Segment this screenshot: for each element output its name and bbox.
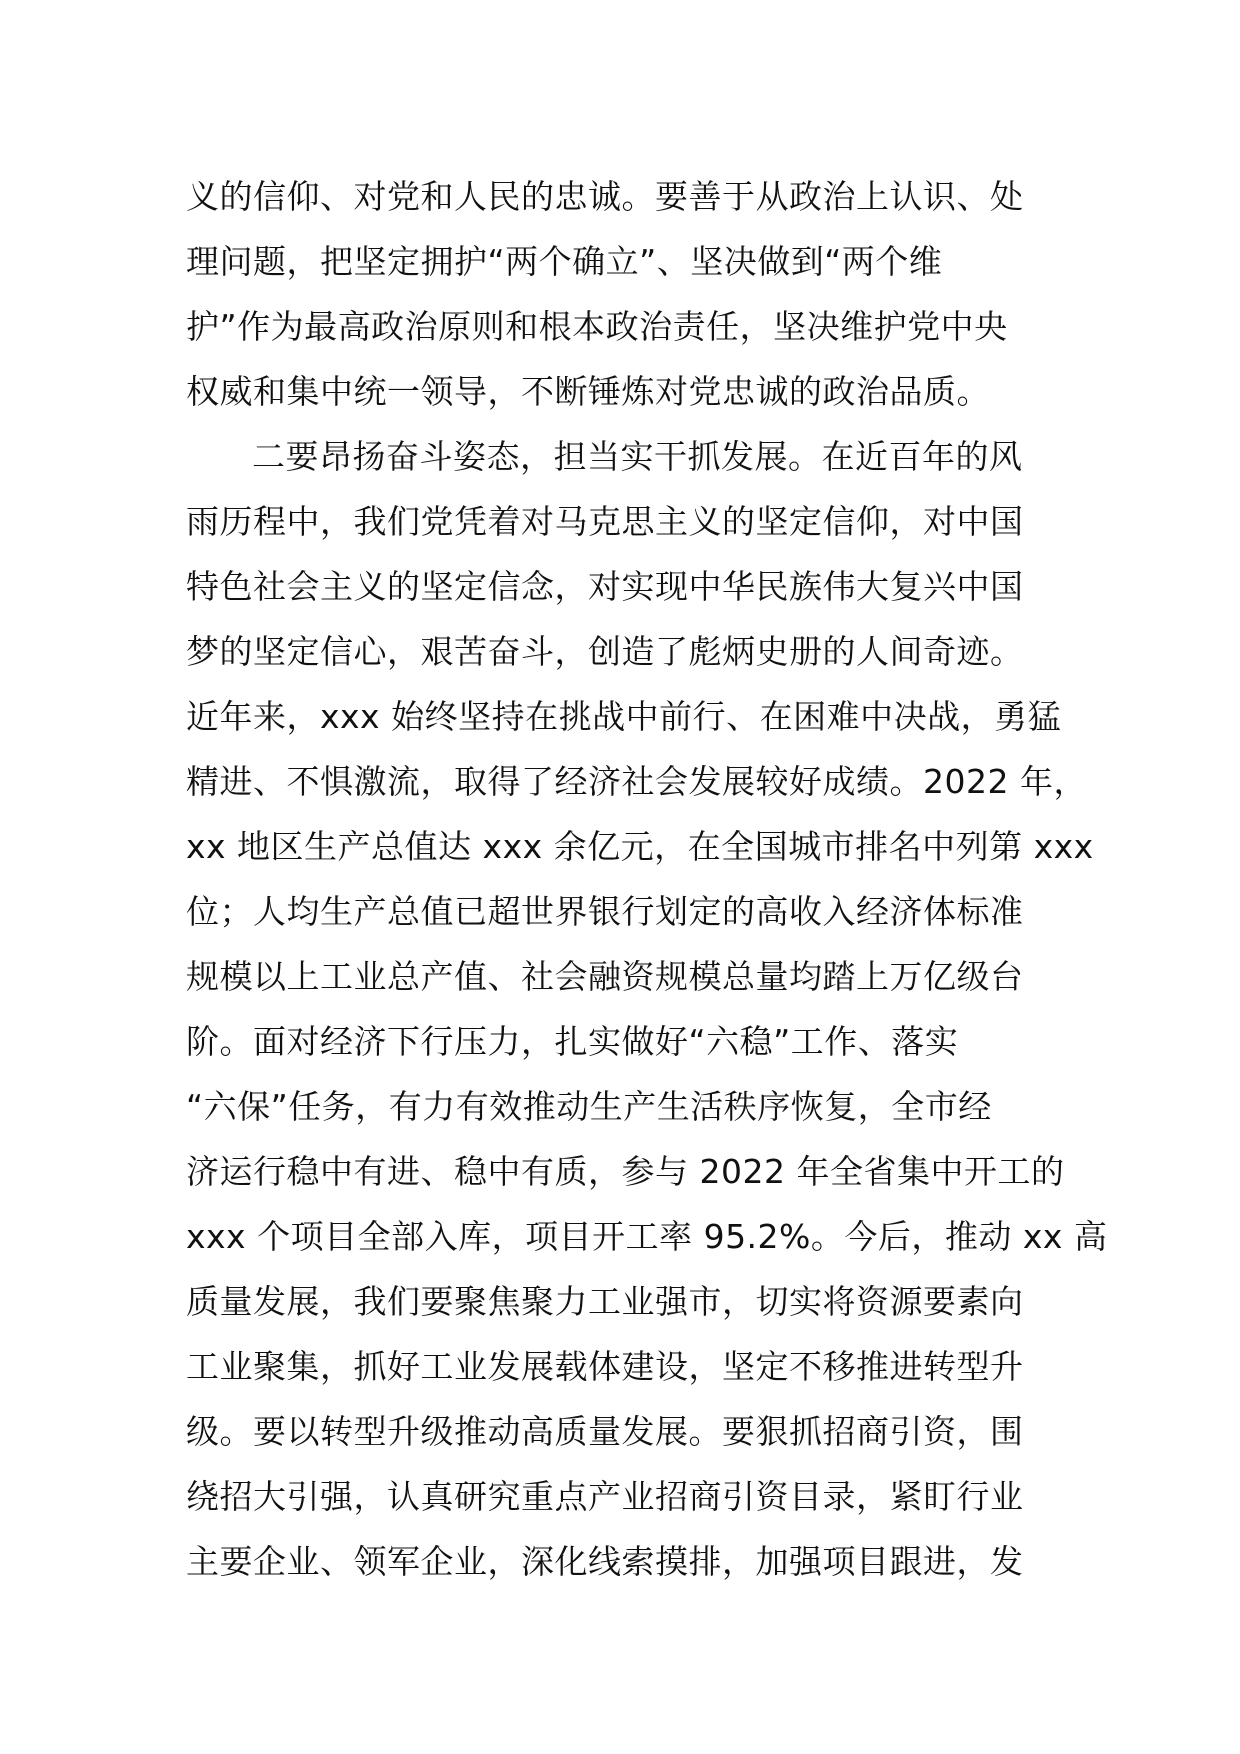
text-line: 质量发展，我们要聚焦聚力工业强市，切实将资源要素向 (186, 1282, 1024, 1321)
text-line: 护”作为最高政治原则和根本政治责任，坚决维护党中央 (186, 307, 1008, 346)
text-line: 位；人均生产总值已超世界银行划定的高收入经济体标准 (186, 892, 1024, 931)
text-line: 工业聚集，抓好工业发展载体建设，坚定不移推进转型升 (186, 1347, 1024, 1386)
text-line: 义的信仰、对党和人民的忠诚。要善于从政治上认识、处 (186, 177, 1024, 216)
document-body (186, 164, 1108, 1594)
text-line: xxx 个项目全部入库，项目开工率 95.2%。今后，推动 xx 高 (186, 1217, 1108, 1256)
text-line: 阶。面对经济下行压力，扎实做好“六稳”工作、落实 (186, 1022, 959, 1061)
paragraph-1 (186, 164, 1066, 424)
text-line: 理问题，把坚定拥护“两个确立”、坚决做到“两个维 (186, 242, 943, 281)
text-line: 主要企业、领军企业，深化线索摸排，加强项目跟进，发 (186, 1542, 1024, 1581)
text-line: 近年来，xxx 始终坚持在挑战中前行、在困难中决战，勇猛 (186, 697, 1062, 736)
text-line: 规模以上工业总产值、社会融资规模总量均踏上万亿级台 (186, 957, 1024, 996)
text-line: 权威和集中统一领导，不断锤炼对党忠诚的政治品质。 (186, 372, 990, 411)
text-line: 绕招大引强，认真研究重点产业招商引资目录，紧盯行业 (186, 1477, 1024, 1516)
text-line: xx 地区生产总值达 xxx 余亿元，在全国城市排名中列第 xxx (186, 827, 1094, 866)
text-line: 济运行稳中有进、稳中有质，参与 2022 年全省集中开工的 (186, 1152, 1065, 1191)
text-line: 级。要以转型升级推动高质量发展。要狠抓招商引资，围 (186, 1412, 1024, 1451)
text-line: 特色社会主义的坚定信念，对实现中华民族伟大复兴中国 (186, 567, 1024, 606)
text-line: 雨历程中，我们党凭着对马克思主义的坚定信仰，对中国 (186, 502, 1024, 541)
paragraph-2 (186, 424, 1108, 1594)
text-line: 梦的坚定信心，艰苦奋斗，创造了彪炳史册的人间奇迹。 (186, 632, 1024, 671)
text-line: 二要昂扬奋斗姿态，担当实干抓发展。在近百年的风 (252, 437, 1023, 476)
text-line: “六保”任务，有力有效推动生产生活秩序恢复，全市经 (186, 1087, 992, 1126)
text-line: 精进、不惧激流，取得了经济社会发展较好成绩。2022 年， (186, 762, 1087, 801)
